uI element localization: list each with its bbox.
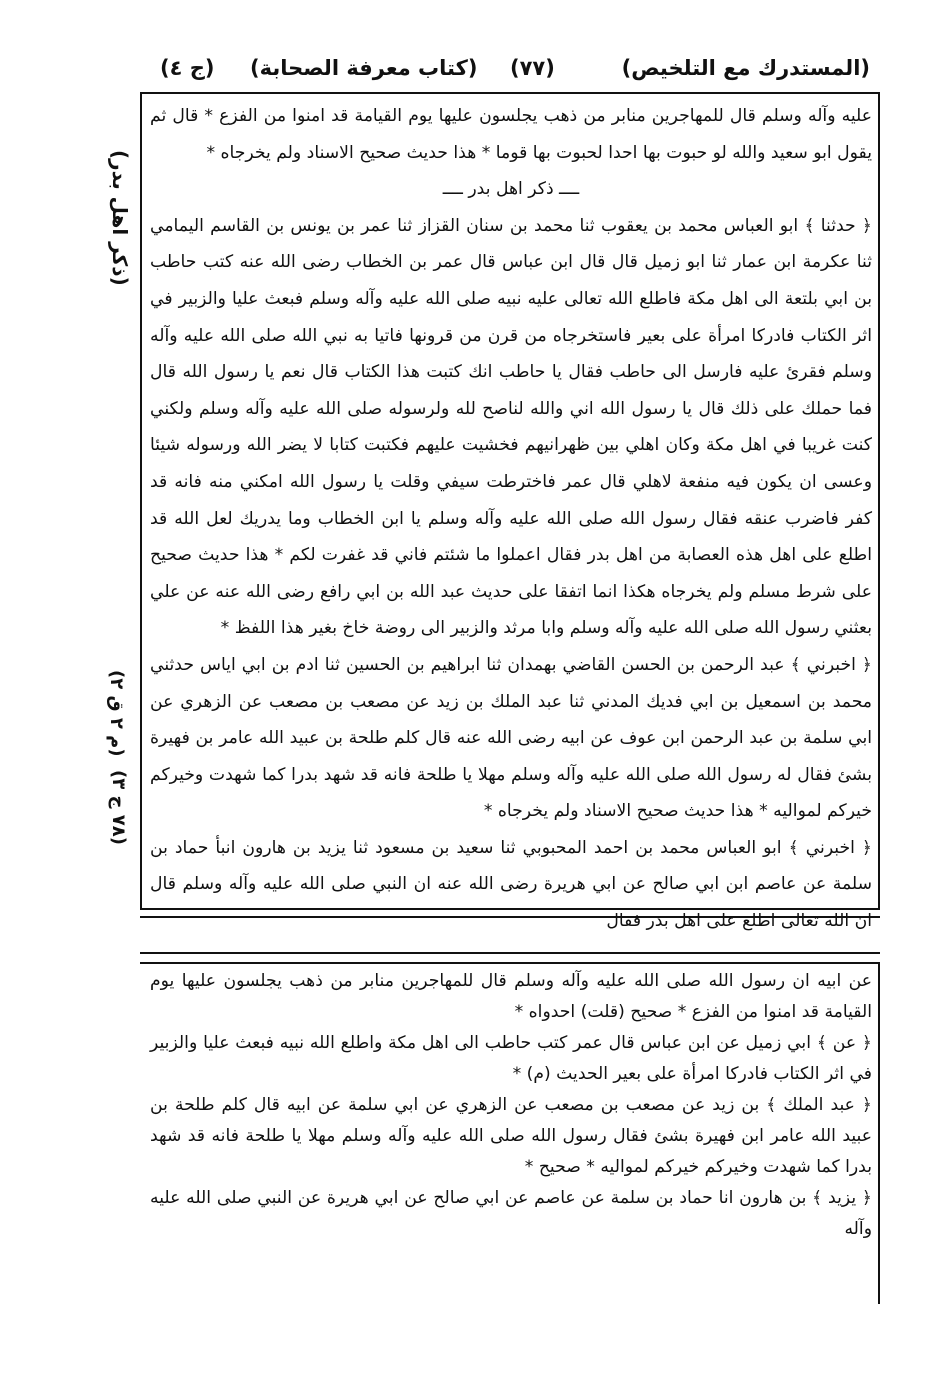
footnote-frame-rule — [878, 962, 880, 1304]
main-text — [150, 98, 872, 940]
margin-section-note: (ذكر اهل بدر) — [108, 150, 132, 286]
running-title: (المستدرك مع التلخيص) — [621, 56, 870, 80]
divider — [140, 952, 880, 954]
paragraph: عليه وآله وسلم قال للمهاجرين منابر من ذهب يجلسون عليها يوم القيامة قد امنوا من الفزع * قال ثم يقول ابو سعيد والله لو حبوت بها احدا لحبوت بها قوما * هذا حديث صحيح الاسناد ولم يخرجاه * — [150, 106, 872, 163]
paragraph: ﴿ اخبرني ﴾ ابو العباس محمد بن احمد المحبوبي ثنا سعيد بن مسعود ثنا يزيد بن هارون انبأ حماد بن سلمة عن عاصم ابن ابي صالح عن ابي هريرة رضى الله عنه ان النبي صلى الله عليه وآله وسلم قال ان الله تعالى اطلع على اهل بدر فقال — [150, 837, 872, 932]
volume-label: (ج ٤) — [160, 56, 215, 80]
page-header — [150, 52, 870, 92]
footnote-paragraph: ﴿ عن ﴾ ابي زميل عن ابن عباس قال عمر كتب حاطب الى اهل مكة واطلع الله نبيه فبعث عليا والزبير في اثر الكتاب فادركا امرأة على بعير الحديث (م) * — [150, 1033, 872, 1084]
frame-rule — [878, 92, 880, 910]
book-title: (كتاب معرفة الصحابة) — [250, 56, 478, 80]
paragraph: ﴿ حدثنا ﴾ ابو العباس محمد بن يعقوب ثنا محمد بن سنان القزاز ثنا عمر بن يونس بن القاسم اليمامي ثنا عكرمة ابن عمار ثنا ابو زميل قال قال ابن عباس قال عمر بن الخطاب رضى الله عنه كتب حاطب بن ابي بلتعة الى اهل مكة فاطلع الله تعالى عليه نبيه صلى الله عليه وآله وسلم فبعث عليا والزبير في اثر الكتاب فادركا امرأة على بعير فاستخرجاه من قرن من قرونها فاتيا به نبي الله صلى الله عليه وآله وسلم فقرئ عليه فارسل الى حاطب فقال يا حاطب انك كتبت هذا الكتاب قال نعم يا رسول الله قال فما حملك على ذلك قال يا رسول الله اني والله لناصح لله ولرسوله صلى الله عليه وآله وسلم ولكني كنت غريبا في اهل مكة وكان اهلي بين ظهرانيهم فخشيت عليهم فكتبت كتابا لا يضر الله ورسوله شيئا وعسى ان يكون فيه منفعة لاهلي قال عمر فاخترطت سيفي وقلت يا رسول الله امكني منه فانه قد كفر فاضرب عنقه فقال رسول الله صلى الله عليه وآله وسلم يا ابن الخطاب وما يدريك لعل الله قد اطلع على اهل هذه العصابة من اهل بدر فقال اعملوا ما شئتم فاني قد غفرت لكم * هذا حديث صحيح على شرط مسلم ولم يخرجاه هكذا انما اتفقا على حديث عبد الله بن ابي رافع رضى الله عنه عن علي بعثني رسول الله صلى الله عليه وآله وسلم وابا مرثد والزبير الى روضة خاخ بغير هذا اللفظ * — [150, 215, 872, 639]
divider — [140, 916, 880, 918]
margin-note: (٧٨ ج ٣) — [108, 770, 129, 845]
footnote-paragraph: ﴿ يزيد ﴾ بن هارون انا حماد بن سلمة عن عاصم عن ابي صالح عن ابي هريرة عن النبي صلى الله عليه وآله — [150, 1188, 872, 1239]
paragraph: ﴿ اخبرني ﴾ عبد الرحمن بن الحسن القاضي بهمدان ثنا ابراهيم بن الحسين ثنا ادم بن ابي اياس حدثني محمد بن اسمعيل بن ابي فديك المدني ثنا عبد الملك بن زيد عن مصعب بن مصعب عن الزهري عن ابي سلمة بن عبد الرحمن ابن عوف عن ابيه رضى الله عنه قال كلم طلحة بن عبيد الله عامر بن فهيرة بشئ فقال له رسول الله صلى الله عليه وآله وسلم مهلا يا طلحة فانه قد شهد بدرا كما شهدت وخيركم خيركم لمواليه * هذا حديث صحيح الاسناد ولم يخرجاه * — [150, 654, 872, 822]
footnote-summary — [150, 966, 872, 1245]
footnote-paragraph: ﴿ عبد الملك ﴾ بن زيد عن مصعب بن مصعب عن الزهري عن ابي سلمة عن ابيه قال كلم طلحة بن عبيد الله عامر ابن فهيرة بشئ فقال رسول الله صلى الله عليه وآله وسلم مهلا يا طلحة فانه قد شهد بدرا كما شهدت وخيركم خيركم لمواليه * صحيح * — [150, 1095, 872, 1177]
divider — [140, 962, 880, 964]
section-heading: ــــ ذكر اهل بدر ــــ — [442, 179, 580, 200]
margin-note: (م ٢ ق ٢) — [106, 670, 127, 757]
footnote-paragraph: عن ابيه ان رسول الله صلى الله عليه وآله وسلم قال للمهاجرين منابر من ذهب يجلسون عليها يوم القيامة قد امنوا من الفزع * صحيح (قلت) احدواه * — [150, 971, 872, 1022]
page-number: (٧٧) — [510, 56, 555, 80]
